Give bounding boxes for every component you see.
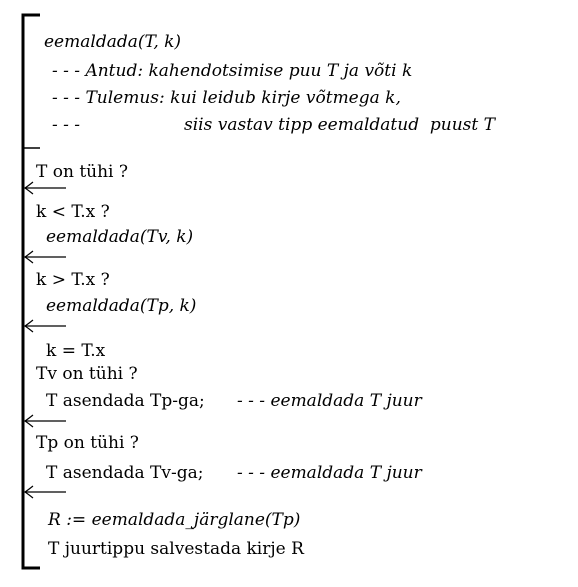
case-action: eemaldada(Tv, k): [46, 227, 194, 247]
comment-line: - - -: [52, 115, 81, 135]
case-condition: k < T.x ?: [36, 202, 110, 222]
case-condition: T on tühi ?: [36, 162, 129, 182]
final-step: R := eemaldada_järglane(Tp): [48, 510, 301, 530]
case-action: eemaldada(Tp, k): [46, 296, 197, 316]
subcase-comment: - - - eemaldada T juur: [237, 463, 422, 483]
comment-line: - - - Tulemus: kui leidub kirje võtmega k,: [52, 88, 401, 108]
subcase-comment: - - - eemaldada T juur: [237, 391, 422, 411]
case-arrow: [25, 486, 66, 498]
subcase-action: T asendada Tp-ga;: [46, 391, 205, 411]
case-condition: k = T.x: [46, 341, 106, 361]
subcase-condition: Tp on tühi ?: [36, 433, 139, 453]
function-signature: eemaldada(T, k): [44, 32, 182, 52]
case-arrow: [25, 320, 66, 332]
subcase-action: T asendada Tv-ga;: [46, 463, 204, 483]
outer-bracket: [23, 15, 40, 568]
comment-line: - - - Antud: kahendotsimise puu T ja võti k: [52, 61, 413, 81]
case-arrow: [25, 415, 66, 427]
comment-line: siis vastav tipp eemaldatud puust T: [184, 115, 495, 135]
case-arrow: [25, 182, 66, 194]
final-step: T juurtippu salvestada kirje R: [48, 539, 304, 559]
subcase-condition: Tv on tühi ?: [36, 364, 138, 384]
case-arrow: [25, 251, 66, 263]
case-condition: k > T.x ?: [36, 270, 110, 290]
